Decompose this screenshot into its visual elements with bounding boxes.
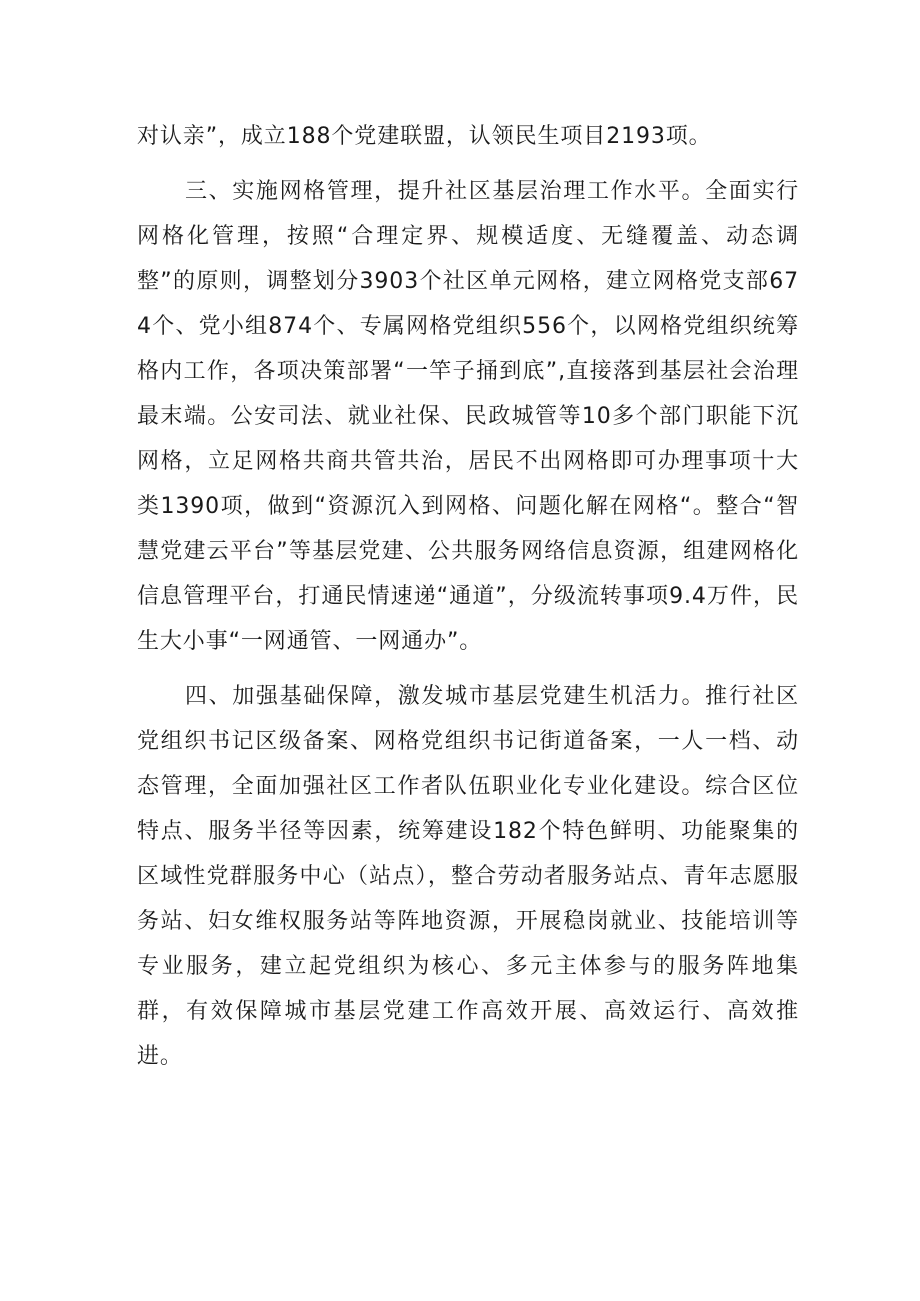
- paragraph-section-four: 四、加强基础保障，激发城市基层党建生机活力。推行社区党组织书记区级备案、网格党组织书记街道备案，一人一档、动态管理，全面加强社区工作者队伍职业化专业化建设。综合区位特点、服务半径等因素，统筹建设182个特色鲜明、功能聚集的区域性党群服务中心（站点），整合劳动者服务站点、青年志愿服务站、妇女维权服务站等阵地资源，开展稳岗就业、技能培训等专业服务，建立起党组织为核心、多元主体参与的服务阵地集群，有效保障城市基层党建工作高效开展、高效运行、高效推进。: [137, 684, 799, 1069]
- document-body: [137, 114, 799, 1079]
- paragraph-continuation: 对认亲”，成立188个党建联盟，认领民生项目2193项。: [137, 124, 712, 149]
- paragraph-section-three: 三、实施网格管理，提升社区基层治理工作水平。全面实行网格化管理，按照“合理定界、规模适度、无缝覆盖、动态调整”的原则，调整划分3903个社区单元网格，建立网格党支部674个、党小组874个、专属网格党组织556个，以网格党组织统筹格内工作，各项决策部署“一竿子捅到底”,直接落到基层社会治理最末端。公安司法、就业社保、民政城管等10多个部门职能下沉网格，立足网格共商共管共治，居民不出网格即可办理事项十大类1390项，做到“资源沉入到网格、问题化解在网格“。整合“智慧党建云平台”等基层党建、公共服务网络信息资源，组建网格化信息管理平台，打通民情速递“通道”，分级流转事项9.4万件，民生大小事“一网通管、一网通办”。: [137, 179, 799, 654]
